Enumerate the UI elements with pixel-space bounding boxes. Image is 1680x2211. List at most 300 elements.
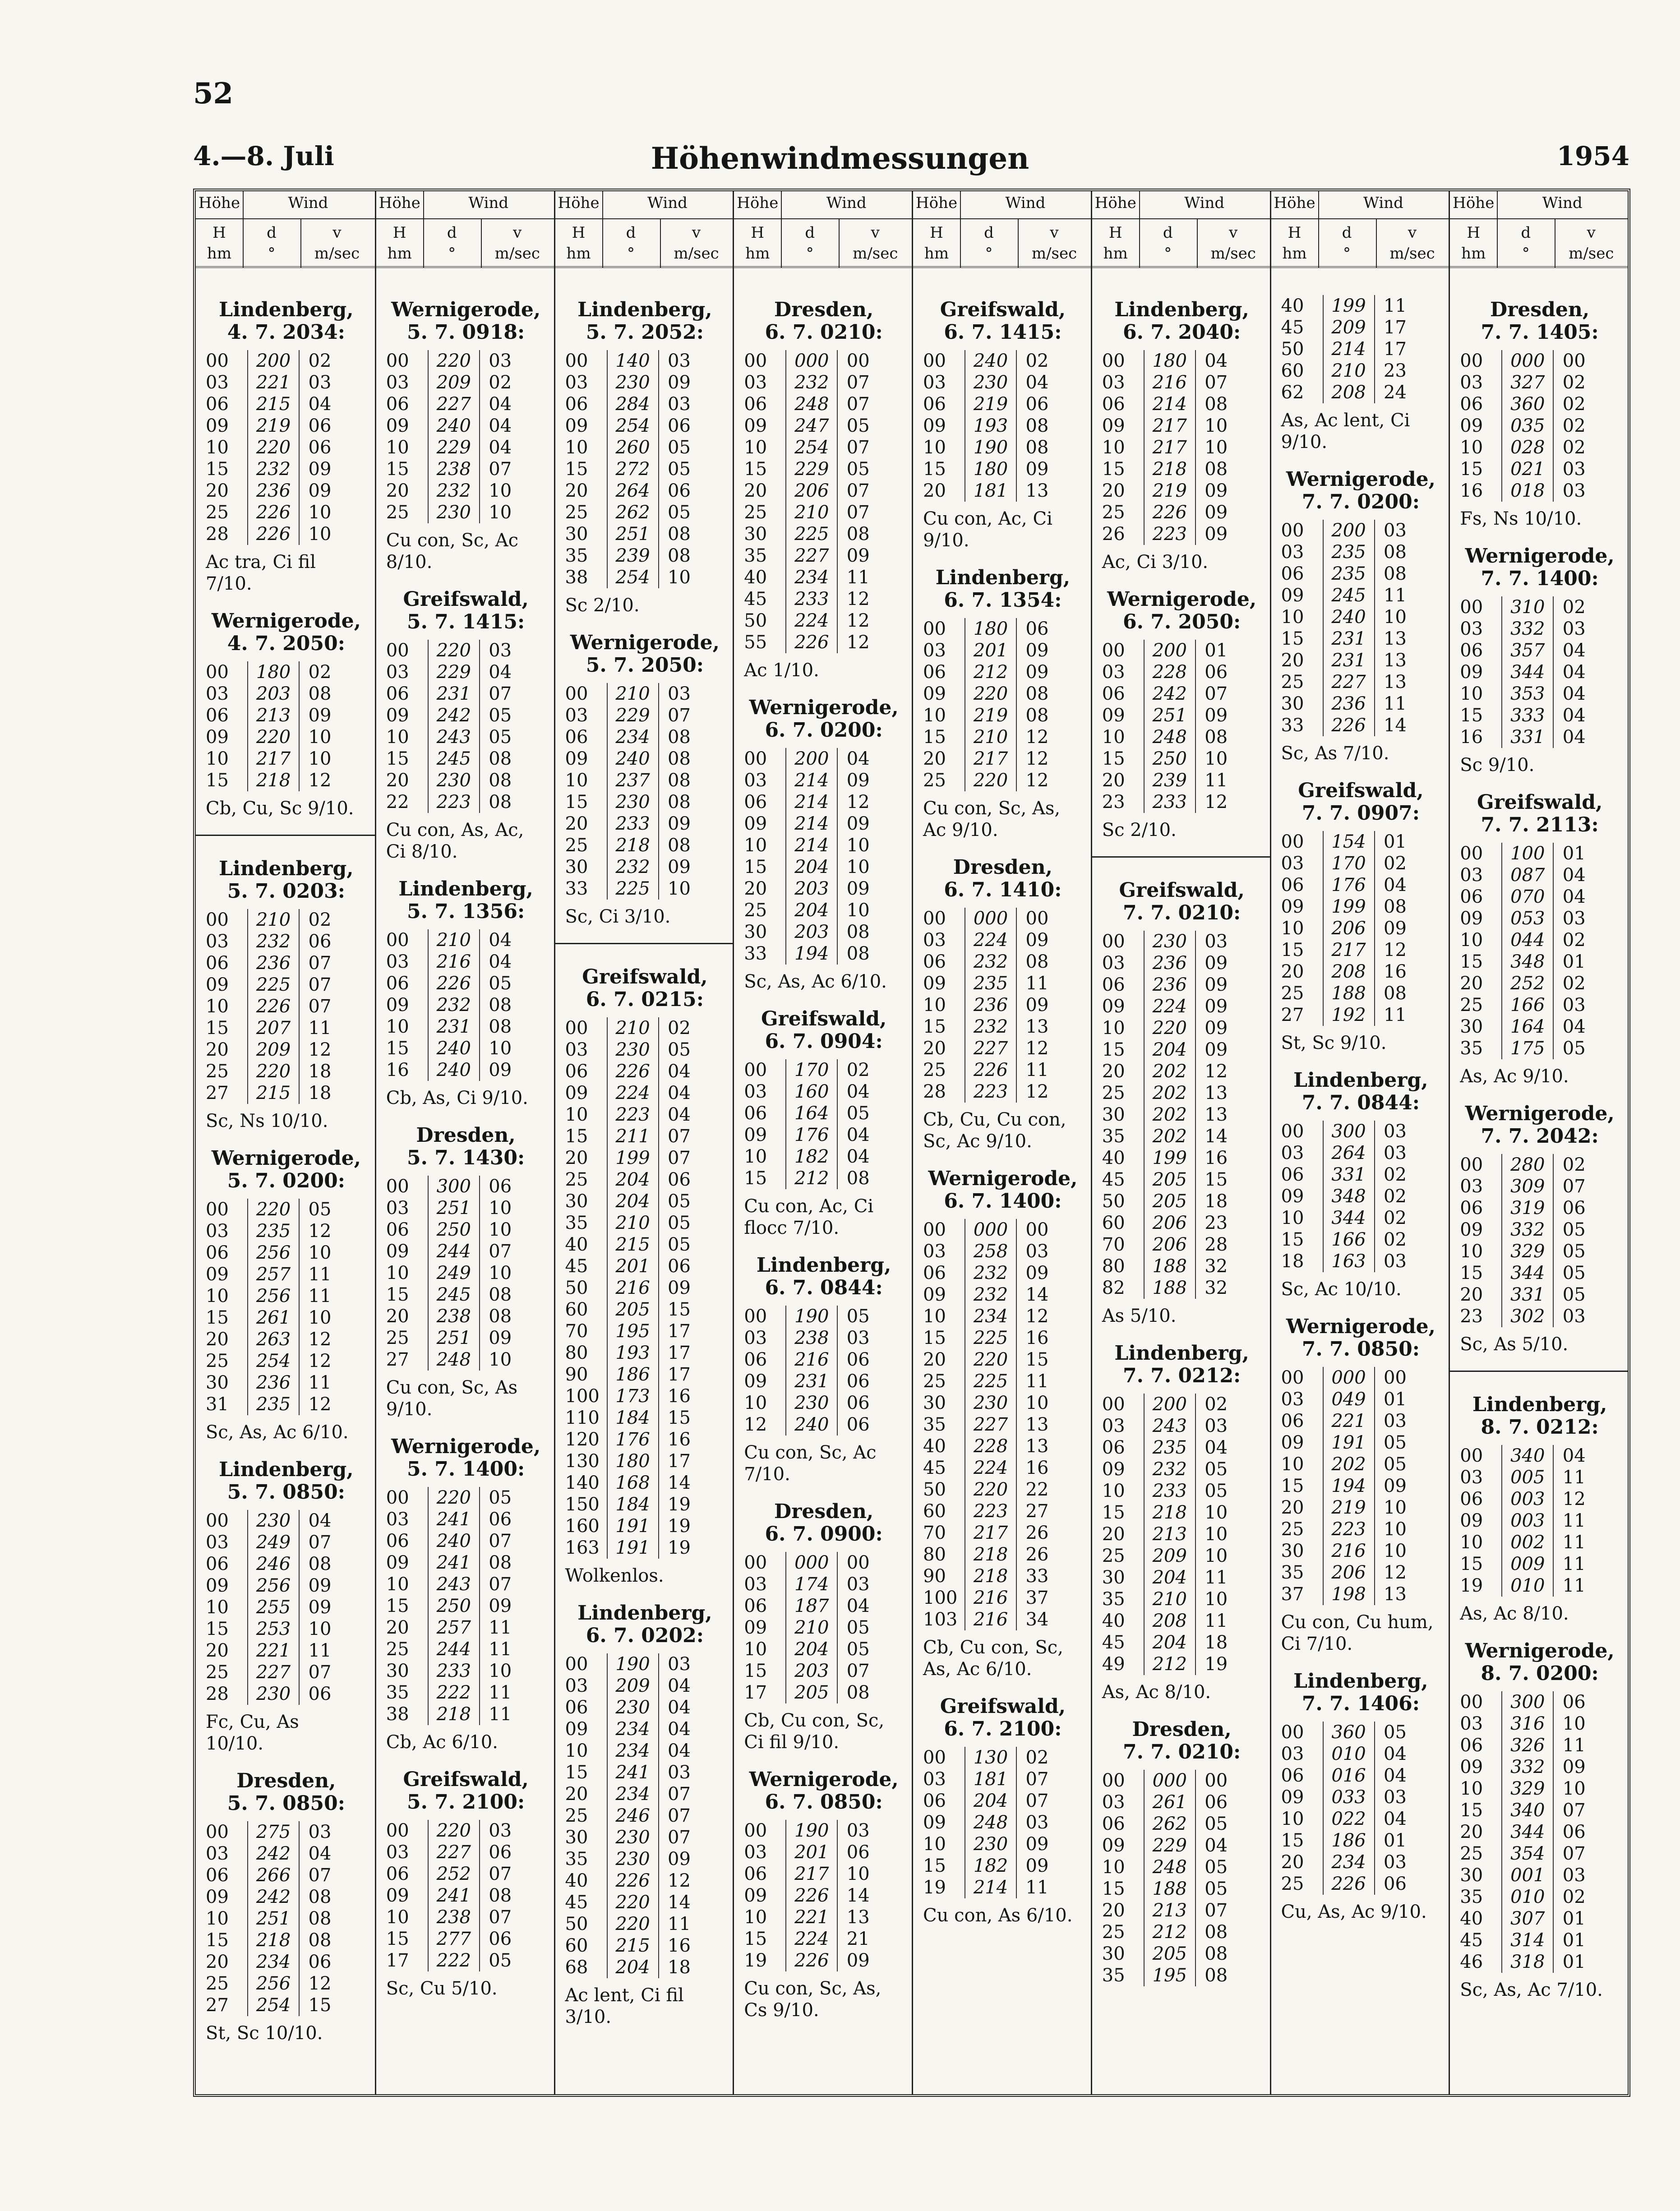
height-cell: 17 [386, 1950, 409, 1971]
speed-cell: 10 [1384, 1541, 1407, 1561]
header-d: d [626, 224, 636, 242]
direction-cell: 028 [1501, 437, 1554, 458]
height-cell: 09 [206, 974, 229, 995]
direction-cell: 234 [785, 567, 838, 588]
direction-cell: 219 [247, 415, 300, 437]
direction-cell: 219 [965, 393, 1017, 415]
table-row [565, 1827, 725, 1848]
speed-cell: 03 [1562, 1865, 1586, 1886]
cloud-observation: Ac, Ci 3/10. [1102, 552, 1209, 572]
speed-cell: 08 [668, 792, 691, 812]
table-row [1460, 1929, 1620, 1951]
speed-cell: 12 [1384, 940, 1407, 960]
table-row [1281, 1873, 1441, 1895]
table-row [923, 1500, 1083, 1522]
height-cell: 09 [206, 727, 229, 748]
height-cell: 09 [1460, 415, 1483, 436]
speed-cell: 11 [1025, 973, 1049, 994]
cloud-observation: Sc, As, Ac 6/10. [744, 971, 887, 992]
height-cell: 00 [744, 1306, 767, 1327]
height-cell: 06 [1281, 1765, 1304, 1786]
table-row [923, 1457, 1083, 1479]
height-cell: 00 [386, 640, 409, 661]
table-row [1281, 382, 1441, 403]
direction-cell: 262 [607, 502, 659, 523]
table-row [206, 1843, 367, 1865]
speed-cell: 12 [308, 1973, 332, 1994]
direction-cell: 248 [965, 1812, 1017, 1833]
height-cell: 09 [744, 1885, 767, 1906]
height-cell: 06 [206, 705, 229, 726]
table-row [386, 683, 546, 705]
table-row [1102, 1900, 1262, 1921]
direction-cell: 234 [247, 1951, 300, 1973]
table-row [923, 1327, 1083, 1349]
height-cell: 10 [206, 1597, 229, 1618]
speed-cell: 11 [1384, 693, 1407, 714]
table-row [923, 1392, 1083, 1414]
table-row [1281, 1722, 1441, 1743]
table-row [386, 640, 546, 661]
table-row [386, 951, 546, 973]
observation-time: 4. 7. 2034: [227, 321, 345, 344]
header-wind: Wind [647, 194, 688, 212]
speed-cell: 05 [846, 1639, 870, 1660]
height-cell: 00 [1281, 1367, 1304, 1388]
direction-cell: 226 [428, 973, 480, 994]
table-row [1102, 1856, 1262, 1878]
height-cell: 09 [1460, 1757, 1483, 1777]
height-cell: 45 [1281, 317, 1304, 338]
speed-cell: 08 [489, 1552, 512, 1573]
speed-cell: 06 [308, 415, 332, 436]
direction-cell: 240 [1323, 606, 1375, 628]
height-cell: 00 [923, 1747, 946, 1768]
speed-cell: 11 [1025, 1877, 1049, 1898]
height-cell: 35 [1460, 1887, 1483, 1907]
speed-cell: 07 [846, 1661, 870, 1681]
cloud-observation: As 5/10. [1102, 1306, 1177, 1326]
table-row [1460, 1532, 1620, 1553]
height-cell: 10 [565, 437, 588, 458]
header-h: H [751, 224, 765, 242]
speed-cell: 05 [668, 437, 691, 458]
direction-cell: 199 [1323, 896, 1375, 918]
height-cell: 10 [1102, 437, 1125, 458]
observation-time: 7. 7. 1406: [1302, 1692, 1420, 1715]
direction-cell: 251 [428, 1327, 480, 1349]
height-cell: 16 [386, 1060, 409, 1080]
table-row [923, 1747, 1083, 1768]
table-row [923, 726, 1083, 748]
direction-cell: 235 [1323, 563, 1375, 585]
table-row [1102, 952, 1262, 974]
height-cell: 09 [744, 415, 767, 436]
table-row [744, 878, 904, 900]
height-cell: 25 [386, 1328, 409, 1348]
height-cell: 09 [1102, 1835, 1125, 1856]
speed-cell: 09 [1205, 953, 1228, 974]
speed-cell: 05 [1205, 1481, 1228, 1501]
station-name: Lindenberg, [935, 566, 1071, 589]
speed-cell: 03 [489, 640, 512, 661]
height-cell: 10 [565, 1740, 588, 1761]
table-row [1102, 1653, 1262, 1675]
direction-cell: 087 [1501, 864, 1554, 886]
direction-cell: 244 [428, 1639, 480, 1660]
speed-cell: 12 [1025, 770, 1049, 791]
speed-cell: 06 [846, 1349, 870, 1370]
table-row [744, 1820, 904, 1842]
direction-cell: 223 [965, 1500, 1017, 1522]
height-cell: 20 [1102, 770, 1125, 791]
speed-cell: 02 [1384, 1164, 1407, 1185]
direction-cell: 208 [1144, 1610, 1196, 1632]
speed-cell: 10 [308, 502, 332, 523]
direction-cell: 250 [428, 1219, 480, 1241]
height-cell: 22 [386, 792, 409, 812]
direction-cell: 220 [428, 1487, 480, 1509]
table-column-5 [912, 191, 1091, 2094]
table-row [923, 1768, 1083, 1790]
height-cell: 03 [206, 372, 229, 393]
station-name: Wernigerode, [570, 631, 720, 654]
height-cell: 00 [744, 748, 767, 769]
station-name: Dresden, [774, 1500, 874, 1523]
height-cell: 90 [565, 1364, 588, 1385]
height-cell: 10 [206, 996, 229, 1017]
direction-cell: 261 [247, 1307, 300, 1329]
direction-cell: 234 [607, 1718, 659, 1740]
speed-cell: 03 [846, 1328, 870, 1348]
height-cell: 10 [1281, 607, 1304, 628]
speed-cell: 09 [668, 1849, 691, 1869]
direction-cell: 222 [428, 1950, 480, 1971]
table-row [1281, 1562, 1441, 1583]
direction-cell: 232 [965, 951, 1017, 973]
table-row [565, 1848, 725, 1870]
height-cell: 30 [565, 524, 588, 545]
table-row [386, 1703, 546, 1725]
table-row [206, 1220, 367, 1242]
direction-cell: 248 [1144, 726, 1196, 748]
height-cell: 09 [206, 1887, 229, 1907]
speed-cell: 01 [1384, 1830, 1407, 1851]
table-row [206, 1242, 367, 1264]
header-hoehe: Höhe [915, 194, 958, 212]
direction-cell: 206 [1323, 918, 1375, 939]
speed-cell: 10 [1562, 1713, 1586, 1734]
table-row [386, 1885, 546, 1906]
table-row [1460, 1691, 1620, 1713]
observation-time: 7. 7. 2042: [1481, 1125, 1599, 1148]
height-cell: 30 [1281, 693, 1304, 714]
height-cell: 20 [206, 1039, 229, 1060]
direction-cell: 181 [965, 1768, 1017, 1790]
speed-cell: 09 [1384, 1476, 1407, 1496]
height-cell: 35 [1102, 1589, 1125, 1610]
direction-cell: 229 [428, 437, 480, 458]
height-cell: 06 [386, 1219, 409, 1240]
cloud-observation: Cu con, Ac, Ci 9/10. [923, 508, 1052, 551]
height-cell: 03 [565, 1676, 588, 1696]
direction-cell: 256 [247, 1285, 300, 1307]
cloud-observation: Cb, Cu con, Sc, As, Ac 6/10. [923, 1637, 1063, 1680]
observation-time: 6. 7. 0215: [586, 988, 704, 1011]
height-cell: 03 [1460, 619, 1483, 639]
station-name: Wernigerode, [1286, 1315, 1435, 1338]
table-row [206, 1329, 367, 1350]
table-row [923, 415, 1083, 437]
station-block [196, 835, 375, 1132]
height-cell: 10 [1281, 1208, 1304, 1228]
direction-cell: 258 [965, 1241, 1017, 1262]
height-cell: 80 [1102, 1256, 1125, 1277]
direction-cell: 251 [607, 523, 659, 545]
speed-cell: 08 [1205, 1965, 1228, 1986]
height-cell: 20 [206, 1640, 229, 1661]
speed-cell: 07 [1205, 372, 1228, 393]
direction-cell: 241 [607, 1762, 659, 1783]
table-row [206, 523, 367, 545]
speed-cell: 02 [308, 909, 332, 930]
speed-cell: 04 [1205, 351, 1228, 371]
speed-cell: 03 [1384, 1787, 1407, 1808]
table-row [565, 1697, 725, 1718]
height-cell: 20 [565, 813, 588, 834]
speed-cell: 03 [668, 351, 691, 371]
height-cell: 10 [1460, 437, 1483, 458]
table-row [1460, 726, 1620, 748]
direction-cell: 217 [965, 748, 1017, 770]
cloud-observation: Sc, Cu 5/10. [386, 1978, 498, 1999]
direction-cell: 220 [965, 1479, 1017, 1500]
speed-cell: 09 [489, 1596, 512, 1616]
speed-cell: 10 [1384, 1519, 1407, 1540]
table-row [386, 1842, 546, 1863]
header-ms: m/sec [853, 245, 898, 263]
table-row [386, 1820, 546, 1842]
speed-cell: 03 [1025, 1812, 1049, 1833]
direction-cell: 053 [1501, 908, 1554, 929]
station-block [913, 299, 1091, 551]
speed-cell: 02 [1384, 1208, 1407, 1228]
table-row [206, 1532, 367, 1553]
height-cell: 09 [744, 1371, 767, 1392]
direction-cell: 241 [428, 1885, 480, 1906]
table-row [206, 1683, 367, 1705]
height-cell: 06 [1460, 1198, 1483, 1219]
height-cell: 10 [923, 1306, 946, 1327]
table-row [1460, 596, 1620, 618]
direction-cell: 238 [785, 1327, 838, 1349]
table-row [744, 1885, 904, 1906]
speed-cell: 11 [1205, 1611, 1228, 1631]
height-cell: 25 [206, 1662, 229, 1683]
speed-cell: 06 [1025, 619, 1049, 639]
speed-cell: 04 [308, 1843, 332, 1864]
height-cell: 20 [206, 1329, 229, 1350]
height-cell: 27 [206, 1083, 229, 1103]
height-cell: 03 [386, 1509, 409, 1530]
header-ms: m/sec [494, 245, 540, 263]
table-row [923, 1219, 1083, 1241]
direction-cell: 246 [607, 1805, 659, 1827]
height-cell: 120 [565, 1429, 600, 1450]
height-cell: 03 [744, 1081, 767, 1102]
table-row [923, 1038, 1083, 1059]
speed-cell: 06 [1205, 662, 1228, 683]
speed-cell: 08 [489, 748, 512, 769]
speed-cell: 06 [846, 1414, 870, 1435]
direction-cell: 191 [607, 1537, 659, 1559]
station-block [555, 1602, 733, 2028]
direction-cell: 186 [607, 1364, 659, 1385]
header-v: v [1587, 224, 1596, 242]
header-hm: hm [566, 245, 591, 263]
height-cell: 00 [1460, 351, 1483, 371]
direction-cell: 188 [1144, 1878, 1196, 1900]
speed-cell: 09 [1205, 974, 1228, 995]
height-cell: 03 [206, 1532, 229, 1553]
height-cell: 25 [565, 502, 588, 523]
height-cell: 00 [206, 351, 229, 371]
table-row [1460, 886, 1620, 908]
speed-cell: 15 [308, 1995, 332, 2016]
table-row [386, 458, 546, 480]
table-row [206, 350, 367, 372]
header-wind: Wind [288, 194, 328, 212]
direction-cell: 214 [785, 770, 838, 791]
height-cell: 20 [1460, 1284, 1483, 1305]
direction-cell: 234 [607, 726, 659, 748]
station-block [734, 1768, 912, 2021]
height-cell: 20 [565, 480, 588, 501]
table-row [1102, 458, 1262, 480]
speed-cell: 04 [1562, 683, 1586, 704]
speed-cell: 11 [1562, 1532, 1586, 1553]
speed-cell: 07 [1562, 1843, 1586, 1864]
speed-cell: 05 [1205, 1879, 1228, 1899]
speed-cell: 07 [1025, 1791, 1049, 1811]
height-cell: 10 [1460, 683, 1483, 704]
height-cell: 00 [206, 662, 229, 683]
direction-cell: 220 [965, 770, 1017, 791]
speed-cell: 10 [1205, 1589, 1228, 1610]
cloud-observation: Sc, Ac 10/10. [1281, 1279, 1402, 1300]
height-cell: 00 [206, 1199, 229, 1220]
table-row [923, 770, 1083, 791]
height-cell: 06 [744, 1349, 767, 1370]
table-row [1281, 338, 1441, 360]
height-cell: 00 [386, 351, 409, 371]
height-cell: 06 [923, 662, 946, 683]
height-cell: 03 [1460, 1467, 1483, 1488]
direction-cell: 163 [1323, 1251, 1375, 1272]
observation-time: 7. 7. 0210: [1123, 901, 1241, 924]
station-block [555, 632, 733, 928]
direction-cell: 226 [607, 1061, 659, 1082]
height-cell: 23 [1102, 792, 1125, 812]
height-cell: 15 [1281, 628, 1304, 649]
station-block [196, 1147, 375, 1443]
table-row [1460, 973, 1620, 994]
height-cell: 10 [744, 1393, 767, 1413]
table-row [565, 523, 725, 545]
height-cell: 15 [923, 459, 946, 480]
direction-cell: 000 [965, 1219, 1017, 1241]
direction-cell: 220 [607, 1892, 659, 1913]
direction-cell: 240 [785, 1414, 838, 1436]
direction-cell: 217 [1144, 415, 1196, 437]
speed-cell: 08 [308, 1887, 332, 1907]
direction-cell: 219 [1144, 480, 1196, 502]
direction-cell: 240 [428, 1059, 480, 1081]
observation-time: 5. 7. 2050: [586, 654, 704, 677]
direction-cell: 275 [247, 1821, 300, 1843]
direction-cell: 217 [1144, 437, 1196, 458]
height-cell: 10 [923, 437, 946, 458]
direction-cell: 211 [607, 1126, 659, 1147]
cloud-observation: As, Ac 8/10. [1460, 1603, 1569, 1624]
height-cell: 25 [744, 900, 767, 921]
speed-cell: 12 [308, 1351, 332, 1371]
height-cell: 00 [386, 1487, 409, 1508]
observation-time: 6. 7. 0900: [765, 1523, 883, 1546]
height-cell: 62 [1281, 382, 1304, 403]
table-row [744, 1349, 904, 1371]
header-d: d [267, 224, 277, 242]
direction-cell: 021 [1501, 458, 1554, 480]
height-cell: 03 [923, 1769, 946, 1790]
speed-cell: 16 [668, 1386, 691, 1407]
height-cell: 06 [1102, 394, 1125, 415]
speed-cell: 13 [1025, 1016, 1049, 1037]
station-name: Lindenberg, [1114, 298, 1249, 321]
speed-cell: 05 [668, 1191, 691, 1212]
speed-cell: 06 [308, 931, 332, 952]
table-row [1281, 671, 1441, 693]
speed-cell: 07 [489, 1241, 512, 1262]
table-row [744, 1146, 904, 1168]
table-row [565, 1494, 725, 1515]
year: 1954 [1556, 141, 1629, 171]
speed-cell: 12 [846, 610, 870, 631]
speed-cell: 09 [1205, 1039, 1228, 1060]
height-cell: 03 [206, 1843, 229, 1864]
speed-cell: 07 [308, 953, 332, 974]
height-cell: 03 [386, 662, 409, 683]
direction-cell: 195 [1144, 1965, 1196, 1986]
table-row [1460, 1553, 1620, 1575]
header-hoehe: Höhe [1274, 194, 1315, 212]
speed-cell: 16 [668, 1429, 691, 1450]
column-header [196, 191, 375, 268]
direction-cell: 209 [247, 1039, 300, 1061]
speed-cell: 11 [308, 1018, 332, 1039]
height-cell: 50 [565, 1278, 588, 1298]
speed-cell: 09 [489, 1060, 512, 1080]
header-hm: hm [1103, 245, 1128, 263]
table-row [923, 1565, 1083, 1587]
station-block [376, 878, 554, 1109]
height-cell: 20 [565, 1784, 588, 1805]
direction-cell: 348 [1323, 1186, 1375, 1207]
table-row [1281, 1410, 1441, 1432]
speed-cell: 11 [1562, 1554, 1586, 1574]
table-row [565, 856, 725, 878]
speed-cell: 10 [308, 524, 332, 545]
